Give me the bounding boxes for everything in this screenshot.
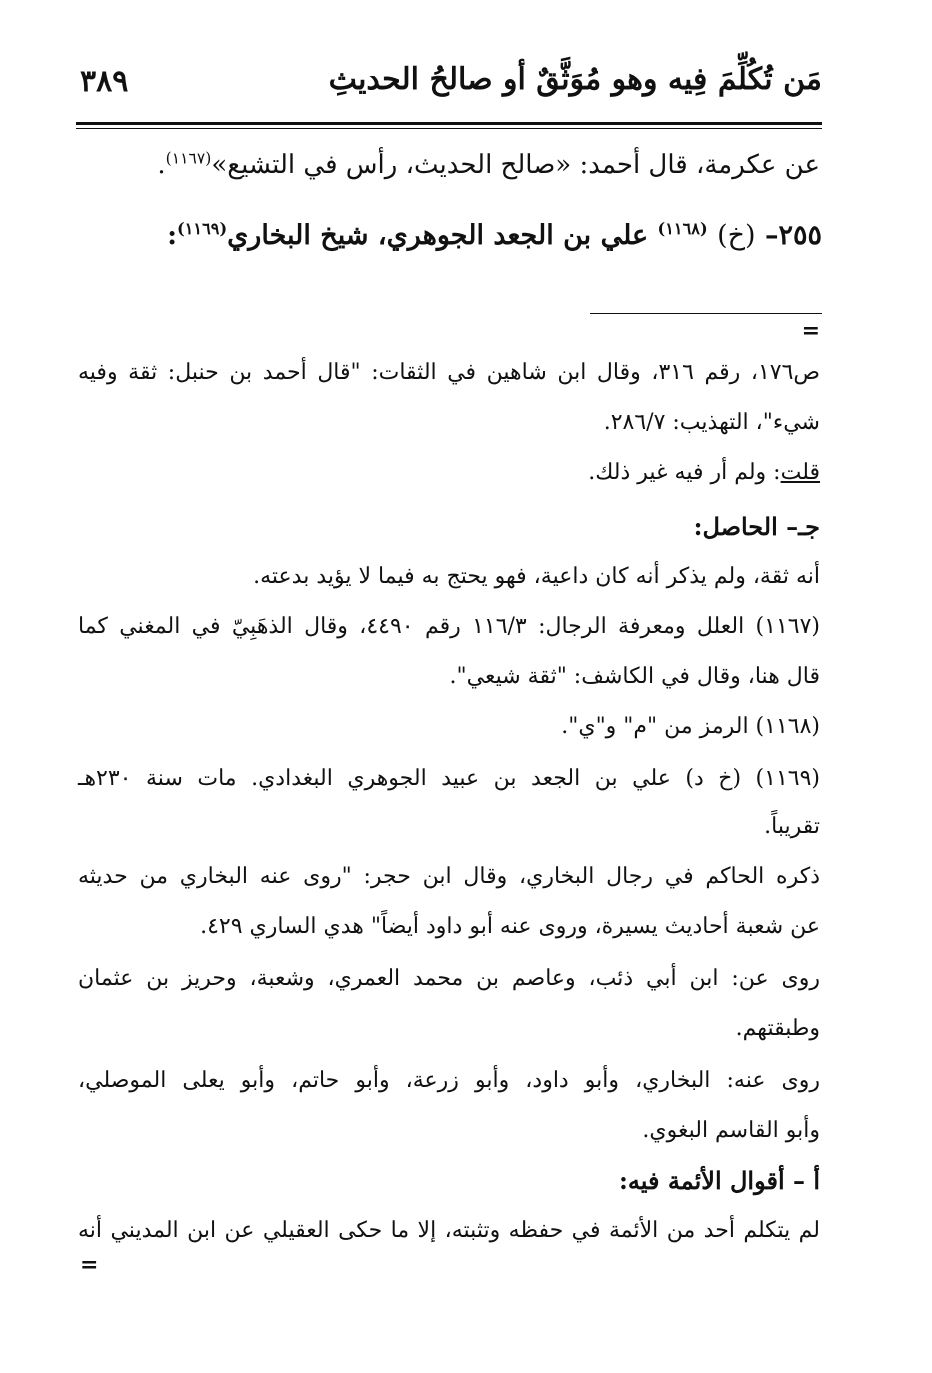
footnote-line: شيء"، التهذيب: ٢٨٦/٧. (603, 410, 820, 435)
running-header-title: مَن تُكُلِّمَ فِيه وهو مُوَثَّقٌ أو صالحُ الحديثِ (328, 62, 822, 97)
continuation-mark-top: = (801, 318, 820, 344)
footnote-ref: (١١٦٧) (165, 149, 212, 168)
aimma-text: لم يتكلم أحد من الأئمة في حفظه وتثبته، إلا ما حكى العقيلي عن ابن المديني أنه (78, 1218, 820, 1243)
aimma-heading: أ – أقوال الأئمة فيه: (619, 1166, 820, 1195)
hasil-text: أنه ثقة، ولم يذكر أنه كان داعية، فهو يحتج به فيما لا يؤيد بدعته. (253, 564, 820, 589)
footnote-ref: (١١٦٨) (657, 219, 708, 238)
hakim-line: ذكره الحاكم في رجال البخاري، وقال ابن حجر: "روى عنه البخاري من حديثه (78, 864, 820, 889)
main-text: عن عكرمة، قال أحمد: «صالح الحديث، رأس في التشيع» (211, 150, 820, 180)
rawa-an-line-cont: وطبقتهم. (735, 1016, 820, 1041)
note-text: : ولم أر فيه غير ذلك. (588, 460, 781, 485)
main-text-end: . (157, 150, 166, 180)
hasil-heading: جـ– الحاصل: (693, 512, 820, 541)
footnote-line: ص١٧٦، رقم ٣١٦، وقال ابن شاهين في الثقات: "قال أحمد بن حنبل: ثقة وفيه (78, 360, 820, 385)
entry-number: ٢٥٥– (764, 220, 822, 251)
hakim-line-cont: عن شعبة أحاديث يسيرة، وروى عنه أبو داود أيضاً" هدي الساري ٤٢٩. (200, 914, 820, 939)
entry-heading (167, 220, 822, 251)
footnote-1168: (١١٦٨) الرمز من "م" و"ي". (561, 714, 820, 739)
rawa-anhu-line: روى عنه: البخاري، وأبو داود، وأبو زرعة، وأبو حاتم، وأبو يعلى الموصلي، (78, 1068, 820, 1093)
rawa-an-line: روى عن: ابن أبي ذئب، وعاصم بن محمد العمري، وشعبة، وحريز بن عثمان (78, 966, 820, 991)
footnote-separator (590, 313, 822, 314)
footnote-1167: (١١٦٧) العلل ومعرفة الرجال: ١١٦/٣ رقم ٤٤٩٠، وقال الذهَبِيّ في المغني كما (78, 614, 820, 639)
entry-name: علي بن الجعد الجوهري، شيخ البخاري (227, 220, 649, 251)
main-text-line (157, 150, 820, 180)
note-label: قلت (780, 460, 820, 485)
footnote-1167-cont: قال هنا، وقال في الكاشف: "ثقة شيعي". (449, 664, 820, 689)
entry-symbol: (خ) (717, 220, 756, 251)
page-number: ٣٨٩ (80, 64, 129, 99)
entry-end: : (167, 220, 178, 251)
continuation-mark-bottom: = (80, 1252, 99, 1278)
rawa-anhu-line-cont: وأبو القاسم البغوي. (642, 1118, 820, 1143)
footnote-1169: (١١٦٩) (خ د) علي بن الجعد بن عبيد الجوهري البغدادي. مات سنة ٢٣٠هـ (78, 766, 820, 791)
header-rule-thin (76, 128, 822, 129)
footnote-ref: (١١٦٩) (177, 219, 228, 238)
footnote-1169-cont: تقريباً. (764, 814, 820, 839)
header-rule-thick (76, 122, 822, 125)
note-line (588, 460, 820, 485)
